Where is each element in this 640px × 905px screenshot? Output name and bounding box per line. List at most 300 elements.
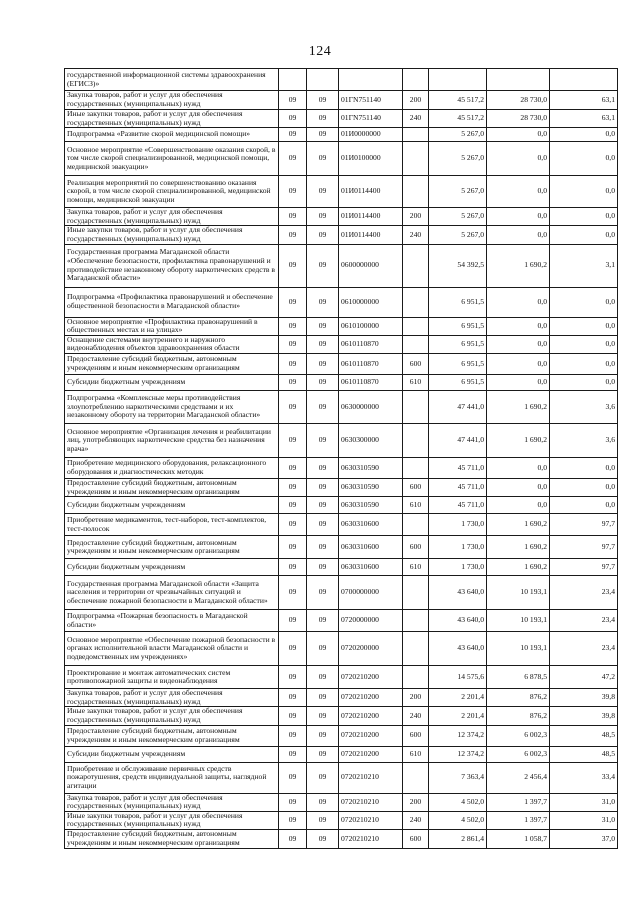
cell-cs: 0720210210: [339, 811, 403, 829]
cell-plan: 45 711,0: [429, 478, 487, 496]
cell-rz: 09: [279, 176, 307, 208]
cell-fact: 1 690,2: [487, 390, 550, 423]
cell-name: Предоставление субсидий бюджетным, автономным учреждениям и иным некоммерческим организациям: [65, 353, 279, 374]
cell-plan: [429, 69, 487, 91]
cell-name: Подпрограмма «Комплексные меры противодействия злоупотреблению наркотическими средствами и их незаконному обороту на территории Магаданской области»: [65, 390, 279, 423]
cell-fact: 876,2: [487, 689, 550, 707]
cell-fact: 1 397,7: [487, 811, 550, 829]
cell-rz: 09: [279, 128, 307, 142]
cell-pct: 63,1: [550, 91, 618, 110]
cell-pr: 09: [307, 244, 339, 287]
cell-name: Подпрограмма «Развитие скорой медицинской помощи»: [65, 128, 279, 142]
cell-name: Государственная программа Магаданской области «Обеспечение безопасности, профилактика правонарушений и противодействие незаконному обороту наркотических средств в Магаданской области»: [65, 244, 279, 287]
cell-name: Приобретение и обслуживание первичных средств пожаротушения, средств индивидуальной защиты, наглядной агитации: [65, 762, 279, 793]
cell-fact: 10 193,1: [487, 632, 550, 666]
cell-pr: 09: [307, 793, 339, 811]
cell-pr: 09: [307, 287, 339, 317]
cell-fact: 0,0: [487, 478, 550, 496]
table-row: [65, 142, 618, 176]
cell-pct: 0,0: [550, 287, 618, 317]
cell-vr: 610: [403, 746, 429, 762]
table-row: [65, 514, 618, 536]
cell-rz: 09: [279, 689, 307, 707]
cell-pr: 09: [307, 762, 339, 793]
cell-fact: 0,0: [487, 287, 550, 317]
cell-plan: 6 951,5: [429, 374, 487, 390]
cell-cs: 0600000000: [339, 244, 403, 287]
cell-pct: 97,7: [550, 559, 618, 576]
table-row: [65, 793, 618, 811]
cell-cs: 01И0100000: [339, 142, 403, 176]
cell-fact: 0,0: [487, 457, 550, 478]
cell-pr: 09: [307, 390, 339, 423]
cell-pct: 23,4: [550, 632, 618, 666]
table-row: [65, 244, 618, 287]
cell-plan: 14 575,6: [429, 666, 487, 689]
cell-cs: [339, 69, 403, 91]
cell-fact: 10 193,1: [487, 610, 550, 632]
cell-plan: 5 267,0: [429, 142, 487, 176]
cell-name: Реализация мероприятий по совершенствованию оказания скорой, в том числе скорой специализированной, медицинской помощи, медицинской эвакуации: [65, 176, 279, 208]
cell-rz: 09: [279, 632, 307, 666]
cell-fact: 6 878,5: [487, 666, 550, 689]
cell-pct: 3,6: [550, 390, 618, 423]
cell-fact: 10 193,1: [487, 576, 550, 610]
cell-fact: 0,0: [487, 226, 550, 244]
cell-pct: 48,5: [550, 746, 618, 762]
cell-pr: 09: [307, 666, 339, 689]
cell-fact: 28 730,0: [487, 91, 550, 110]
cell-rz: 09: [279, 497, 307, 514]
cell-pr: 09: [307, 208, 339, 226]
cell-vr: [403, 317, 429, 335]
cell-name: Приобретение медицинского оборудования, релаксационного оборудования и диагностических методик: [65, 457, 279, 478]
cell-rz: [279, 69, 307, 91]
cell-cs: 0610110870: [339, 374, 403, 390]
cell-pct: 0,0: [550, 335, 618, 353]
cell-plan: 45 711,0: [429, 497, 487, 514]
cell-pct: 0,0: [550, 128, 618, 142]
cell-vr: [403, 335, 429, 353]
cell-rz: 09: [279, 142, 307, 176]
cell-cs: 0630000000: [339, 390, 403, 423]
cell-pct: 39,8: [550, 689, 618, 707]
cell-vr: 200: [403, 689, 429, 707]
cell-cs: 01И0114400: [339, 176, 403, 208]
cell-pr: 09: [307, 497, 339, 514]
table-row: [65, 689, 618, 707]
cell-cs: 0630310590: [339, 457, 403, 478]
cell-pct: 0,0: [550, 317, 618, 335]
table-row: [65, 110, 618, 128]
cell-pct: 37,0: [550, 829, 618, 848]
cell-vr: [403, 423, 429, 457]
cell-pct: 63,1: [550, 110, 618, 128]
cell-pr: [307, 69, 339, 91]
table-row: [65, 811, 618, 829]
cell-name: Закупка товаров, работ и услуг для обеспечения государственных (муниципальных) нужд: [65, 689, 279, 707]
cell-pct: 31,0: [550, 811, 618, 829]
cell-rz: 09: [279, 317, 307, 335]
cell-plan: 5 267,0: [429, 128, 487, 142]
cell-vr: [403, 457, 429, 478]
cell-cs: 0610100000: [339, 317, 403, 335]
cell-plan: 47 441,0: [429, 390, 487, 423]
table-row: [65, 69, 618, 91]
cell-plan: 4 502,0: [429, 793, 487, 811]
cell-cs: 0720200000: [339, 632, 403, 666]
cell-plan: 1 730,0: [429, 536, 487, 559]
cell-name: Закупка товаров, работ и услуг для обеспечения государственных (муниципальных) нужд: [65, 208, 279, 226]
cell-name: Оснащение системами внутреннего и наружного видеонаблюдения объектов здравоохранения области: [65, 335, 279, 353]
cell-rz: 09: [279, 390, 307, 423]
cell-fact: 0,0: [487, 208, 550, 226]
cell-cs: 0630310600: [339, 536, 403, 559]
table-row: [65, 176, 618, 208]
table-row: [65, 287, 618, 317]
table-row: [65, 457, 618, 478]
table-row: [65, 226, 618, 244]
cell-pct: 0,0: [550, 208, 618, 226]
cell-pr: 09: [307, 576, 339, 610]
cell-plan: 45 517,2: [429, 91, 487, 110]
cell-plan: 2 861,4: [429, 829, 487, 848]
table-row: [65, 576, 618, 610]
table-row: [65, 725, 618, 746]
cell-cs: 0720210200: [339, 666, 403, 689]
cell-rz: 09: [279, 478, 307, 496]
table-row: [65, 762, 618, 793]
cell-fact: 2 456,4: [487, 762, 550, 793]
cell-name: Основное мероприятие «Профилактика правонарушений в общественных местах и на улицах»: [65, 317, 279, 335]
cell-plan: 1 730,0: [429, 559, 487, 576]
cell-vr: [403, 666, 429, 689]
cell-name: Закупка товаров, работ и услуг для обеспечения государственных (муниципальных) нужд: [65, 793, 279, 811]
cell-name: Подпрограмма «Пожарная безопасность в Магаданской области»: [65, 610, 279, 632]
cell-cs: 01И0000000: [339, 128, 403, 142]
cell-fact: 1 690,2: [487, 536, 550, 559]
cell-rz: 09: [279, 536, 307, 559]
cell-cs: 0610000000: [339, 287, 403, 317]
cell-rz: 09: [279, 559, 307, 576]
cell-pct: 0,0: [550, 226, 618, 244]
cell-vr: [403, 287, 429, 317]
cell-cs: 0720210200: [339, 725, 403, 746]
cell-pct: 0,0: [550, 497, 618, 514]
table-row: [65, 208, 618, 226]
cell-rz: 09: [279, 811, 307, 829]
cell-name: Основное мероприятие «Обеспечение пожарной безопасности в органах исполнительной власти Магаданской области и подведомственных им учреждениях»: [65, 632, 279, 666]
cell-pct: 97,7: [550, 536, 618, 559]
table-row: [65, 478, 618, 496]
table-row: [65, 390, 618, 423]
cell-pct: [550, 69, 618, 91]
cell-vr: 600: [403, 478, 429, 496]
cell-plan: 43 640,0: [429, 610, 487, 632]
cell-vr: 200: [403, 208, 429, 226]
cell-name: государственной информационной системы здравоохранения (ЕГИСЗ)»: [65, 69, 279, 91]
cell-plan: 45 517,2: [429, 110, 487, 128]
cell-rz: 09: [279, 746, 307, 762]
cell-rz: 09: [279, 287, 307, 317]
table-row: [65, 335, 618, 353]
cell-vr: [403, 128, 429, 142]
cell-rz: 09: [279, 91, 307, 110]
cell-pr: 09: [307, 811, 339, 829]
cell-name: Иные закупки товаров, работ и услуг для обеспечения государственных (муниципальных) нужд: [65, 110, 279, 128]
cell-rz: 09: [279, 793, 307, 811]
cell-pct: 23,4: [550, 610, 618, 632]
table-row: [65, 128, 618, 142]
cell-fact: 876,2: [487, 707, 550, 725]
cell-cs: 0720210200: [339, 746, 403, 762]
cell-vr: 200: [403, 793, 429, 811]
cell-plan: 5 267,0: [429, 208, 487, 226]
cell-fact: 6 002,3: [487, 746, 550, 762]
cell-rz: 09: [279, 610, 307, 632]
cell-name: Субсидии бюджетным учреждениям: [65, 497, 279, 514]
cell-rz: 09: [279, 707, 307, 725]
cell-vr: 600: [403, 536, 429, 559]
cell-plan: 6 951,5: [429, 317, 487, 335]
cell-pr: 09: [307, 746, 339, 762]
cell-fact: 1 690,2: [487, 514, 550, 536]
cell-rz: 09: [279, 666, 307, 689]
cell-name: Иные закупки товаров, работ и услуг для обеспечения государственных (муниципальных) нужд: [65, 226, 279, 244]
cell-pr: 09: [307, 353, 339, 374]
cell-pr: 09: [307, 317, 339, 335]
cell-rz: 09: [279, 226, 307, 244]
cell-plan: 4 502,0: [429, 811, 487, 829]
cell-vr: [403, 610, 429, 632]
cell-name: Субсидии бюджетным учреждениям: [65, 746, 279, 762]
cell-name: Субсидии бюджетным учреждениям: [65, 374, 279, 390]
cell-rz: 09: [279, 762, 307, 793]
cell-vr: [403, 632, 429, 666]
cell-fact: 0,0: [487, 353, 550, 374]
cell-pct: 33,4: [550, 762, 618, 793]
cell-fact: 1 397,7: [487, 793, 550, 811]
cell-name: Основное мероприятие «Организация лечения и реабилитации лиц, употребляющих наркотические средства без назначения врача»: [65, 423, 279, 457]
cell-pct: 0,0: [550, 374, 618, 390]
cell-pct: 23,4: [550, 576, 618, 610]
table-row: [65, 559, 618, 576]
cell-rz: 09: [279, 110, 307, 128]
page-number: 124: [308, 44, 332, 59]
cell-pr: 09: [307, 725, 339, 746]
table-row: [65, 374, 618, 390]
table-row: [65, 666, 618, 689]
cell-plan: 1 730,0: [429, 514, 487, 536]
cell-fact: [487, 69, 550, 91]
cell-name: Предоставление субсидий бюджетным, автономным учреждениям и иным некоммерческим организациям: [65, 478, 279, 496]
cell-pct: 0,0: [550, 353, 618, 374]
table-row: [65, 353, 618, 374]
cell-vr: [403, 244, 429, 287]
cell-name: Предоставление субсидий бюджетным, автономным учреждениям и иным некоммерческим организациям: [65, 725, 279, 746]
cell-rz: 09: [279, 353, 307, 374]
cell-name: Закупка товаров, работ и услуг для обеспечения государственных (муниципальных) нужд: [65, 91, 279, 110]
cell-name: Государственная программа Магаданской области «Защита населения и территории от чрезвычайных ситуаций и обеспечение пожарной безопасности в Магаданской области»: [65, 576, 279, 610]
cell-pct: 47,2: [550, 666, 618, 689]
cell-pct: 3,1: [550, 244, 618, 287]
cell-name: Подпрограмма «Профилактика правонарушений и обеспечение общественной безопасности в Магаданской области»: [65, 287, 279, 317]
cell-fact: 1 690,2: [487, 423, 550, 457]
cell-name: Иные закупки товаров, работ и услуг для обеспечения государственных (муниципальных) нужд: [65, 811, 279, 829]
cell-vr: [403, 514, 429, 536]
table-row: [65, 610, 618, 632]
cell-rz: 09: [279, 829, 307, 848]
cell-plan: 43 640,0: [429, 632, 487, 666]
cell-vr: 240: [403, 110, 429, 128]
cell-pct: 97,7: [550, 514, 618, 536]
cell-cs: 0700000000: [339, 576, 403, 610]
cell-cs: 0630310600: [339, 514, 403, 536]
cell-cs: 0720210210: [339, 829, 403, 848]
cell-pct: 0,0: [550, 457, 618, 478]
cell-rz: 09: [279, 244, 307, 287]
cell-name: Предоставление субсидий бюджетным, автономным учреждениям и иным некоммерческим организациям: [65, 536, 279, 559]
cell-fact: 0,0: [487, 142, 550, 176]
cell-vr: 200: [403, 91, 429, 110]
cell-plan: 6 951,5: [429, 353, 487, 374]
cell-cs: 01ГN751140: [339, 110, 403, 128]
cell-plan: 2 201,4: [429, 689, 487, 707]
cell-vr: 240: [403, 707, 429, 725]
cell-vr: 240: [403, 226, 429, 244]
cell-pr: 09: [307, 423, 339, 457]
cell-cs: 0630310590: [339, 497, 403, 514]
cell-vr: 600: [403, 353, 429, 374]
cell-fact: 0,0: [487, 374, 550, 390]
cell-pct: 0,0: [550, 176, 618, 208]
cell-pr: 09: [307, 91, 339, 110]
cell-plan: 7 363,4: [429, 762, 487, 793]
cell-vr: 240: [403, 811, 429, 829]
cell-plan: 5 267,0: [429, 176, 487, 208]
cell-cs: 0630310590: [339, 478, 403, 496]
cell-plan: 5 267,0: [429, 226, 487, 244]
table-row: [65, 746, 618, 762]
cell-vr: [403, 142, 429, 176]
cell-rz: 09: [279, 576, 307, 610]
cell-pct: 48,5: [550, 725, 618, 746]
cell-rz: 09: [279, 335, 307, 353]
cell-pr: 09: [307, 128, 339, 142]
table-row: [65, 632, 618, 666]
cell-name: Предоставление субсидий бюджетным, автономным учреждениям и иным некоммерческим организациям: [65, 829, 279, 848]
cell-vr: 600: [403, 725, 429, 746]
cell-rz: 09: [279, 374, 307, 390]
cell-pct: 3,6: [550, 423, 618, 457]
cell-pct: 31,0: [550, 793, 618, 811]
table-row: [65, 829, 618, 848]
table-row: [65, 707, 618, 725]
cell-cs: 0720000000: [339, 610, 403, 632]
cell-fact: 0,0: [487, 497, 550, 514]
cell-fact: 6 002,3: [487, 725, 550, 746]
cell-fact: 28 730,0: [487, 110, 550, 128]
cell-vr: [403, 576, 429, 610]
cell-cs: 0720210210: [339, 762, 403, 793]
cell-rz: 09: [279, 457, 307, 478]
cell-vr: 610: [403, 374, 429, 390]
cell-pr: 09: [307, 176, 339, 208]
cell-vr: 610: [403, 559, 429, 576]
cell-cs: 0720210210: [339, 793, 403, 811]
cell-cs: 0630300000: [339, 423, 403, 457]
cell-name: Иные закупки товаров, работ и услуг для обеспечения государственных (муниципальных) нужд: [65, 707, 279, 725]
cell-pr: 09: [307, 226, 339, 244]
cell-pr: 09: [307, 514, 339, 536]
cell-plan: 45 711,0: [429, 457, 487, 478]
cell-pr: 09: [307, 689, 339, 707]
cell-pr: 09: [307, 457, 339, 478]
cell-rz: 09: [279, 423, 307, 457]
cell-name: Приобретение медикаментов, тест-наборов, тест-комплектов, тест-полосок: [65, 514, 279, 536]
cell-pr: 09: [307, 632, 339, 666]
cell-pct: 0,0: [550, 142, 618, 176]
cell-name: Проектирование и монтаж автоматических систем противопожарной защиты и видеонаблюдения: [65, 666, 279, 689]
cell-fact: 0,0: [487, 317, 550, 335]
cell-pr: 09: [307, 707, 339, 725]
cell-rz: 09: [279, 725, 307, 746]
cell-vr: [403, 762, 429, 793]
cell-plan: 6 951,5: [429, 335, 487, 353]
cell-pr: 09: [307, 559, 339, 576]
cell-vr: [403, 390, 429, 423]
cell-pr: 09: [307, 110, 339, 128]
cell-pct: 0,0: [550, 478, 618, 496]
cell-cs: 0610110870: [339, 353, 403, 374]
cell-vr: [403, 176, 429, 208]
cell-plan: 43 640,0: [429, 576, 487, 610]
budget-execution-table: [64, 68, 618, 849]
cell-plan: 12 374,2: [429, 725, 487, 746]
cell-plan: 2 201,4: [429, 707, 487, 725]
cell-name: Субсидии бюджетным учреждениям: [65, 559, 279, 576]
cell-vr: 600: [403, 829, 429, 848]
table-row: [65, 423, 618, 457]
cell-name: Основное мероприятие «Совершенствование оказания скорой, в том числе скорой специализированной, медицинской помощи, медицинской эвакуации»: [65, 142, 279, 176]
table-row: [65, 91, 618, 110]
cell-fact: 1 690,2: [487, 559, 550, 576]
cell-plan: 47 441,0: [429, 423, 487, 457]
table-row: [65, 497, 618, 514]
cell-pr: 09: [307, 610, 339, 632]
cell-rz: 09: [279, 208, 307, 226]
cell-cs: 0610110870: [339, 335, 403, 353]
cell-pr: 09: [307, 374, 339, 390]
cell-pr: 09: [307, 142, 339, 176]
cell-cs: 01И0114400: [339, 208, 403, 226]
cell-fact: 0,0: [487, 176, 550, 208]
table-row: [65, 536, 618, 559]
cell-cs: 01И0114400: [339, 226, 403, 244]
cell-fact: 1 058,7: [487, 829, 550, 848]
cell-pr: 09: [307, 335, 339, 353]
cell-plan: 12 374,2: [429, 746, 487, 762]
cell-pr: 09: [307, 478, 339, 496]
cell-cs: 0720210200: [339, 689, 403, 707]
cell-pr: 09: [307, 536, 339, 559]
cell-pr: 09: [307, 829, 339, 848]
cell-pct: 39,8: [550, 707, 618, 725]
table-row: [65, 317, 618, 335]
cell-fact: 1 690,2: [487, 244, 550, 287]
cell-plan: 6 951,5: [429, 287, 487, 317]
cell-cs: 01ГN751140: [339, 91, 403, 110]
